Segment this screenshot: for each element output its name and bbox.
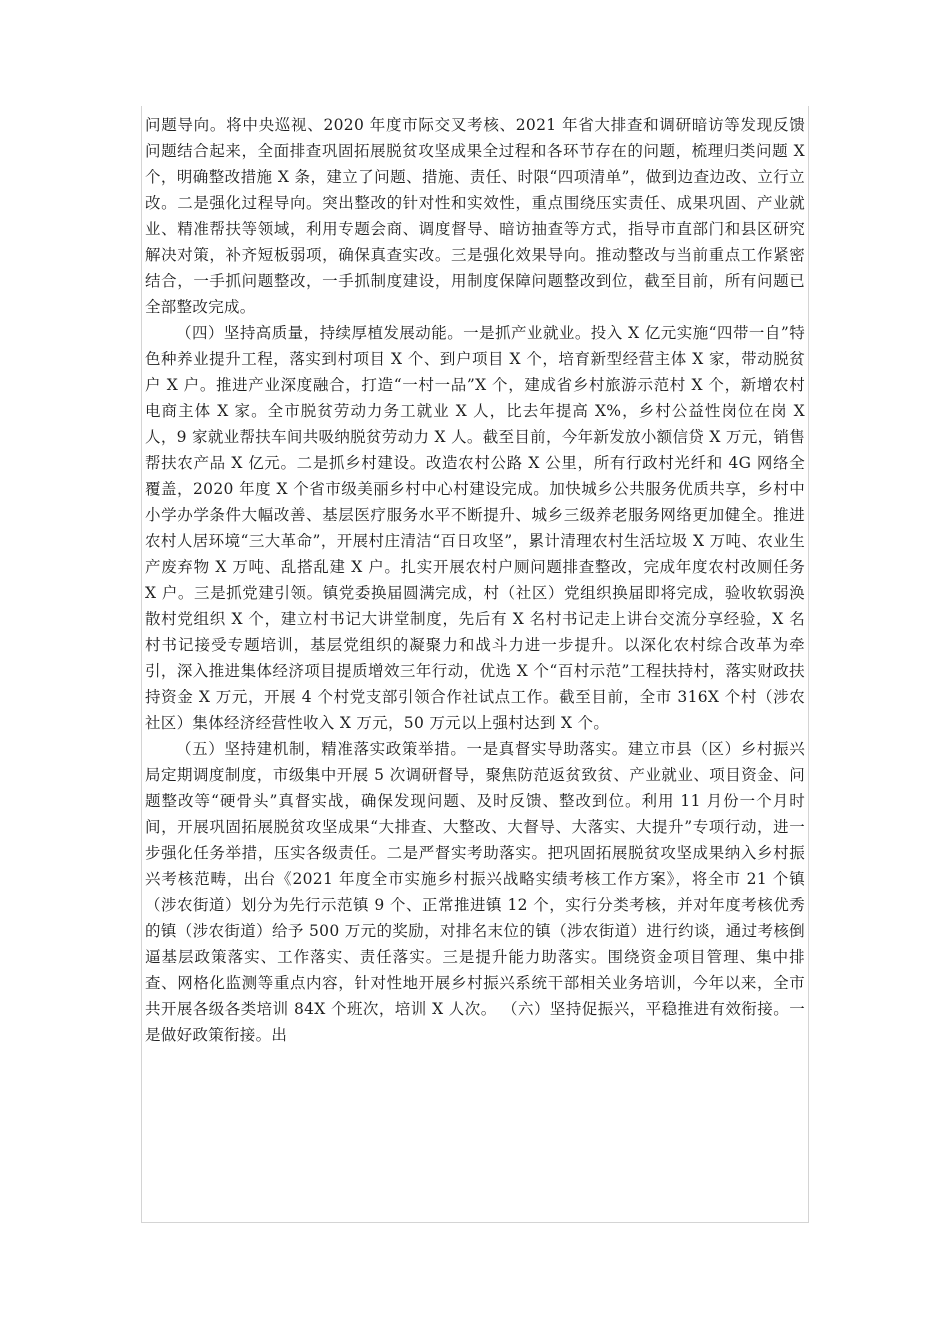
paragraph: （四）坚持高质量，持续厚植发展动能。一是抓产业就业。投入 X 亿元实施“四带一自”特色种养业提升工程，落实到村项目 X 个、到户项目 X 个，培育新型经营主体 X 家，带动脱贫户 X 户。推进产业深度融合，打造“一村一品”X 个，建成省乡村旅游示范村 X 个，新增农村电商主体 X 家。全市脱贫劳动力务工就业 X 人，比去年提高 X%，乡村公益性岗位在岗 X 人，9 家就业帮扶车间共吸纳脱贫劳动力 X 人。截至目前，今年新发放小额信贷 X 万元，销售帮扶农产品 X 亿元。二是抓乡村建设。改造农村公路 X 公里，所有行政村光纤和 4G 网络全覆盖，2020 年度 X 个省市级美丽乡村中心村建设完成。加快城乡公共服务优质共享，乡村中小学办学条件大幅改善、基层医疗服务水平不断提升、城乡三级养老服务网络更加健全。推进农村人居环境“三大革命”，开展村庄清洁“百日攻坚”，累计清理农村生活垃圾 X 万吨、农业生产废弃物 X 万吨、乱搭乱建 X 户。扎实开展农村户厕问题排查整改，完成年度农村改厕任务 X 户。三是抓党建引领。镇党委换届圆满完成，村（社区）党组织换届即将完成，验收软弱涣散村党组织 X 个，建立村书记大讲堂制度，先后有 X 名村书记走上讲台交流分享经验，X 名村书记接受专题培训，基层党组织的凝聚力和战斗力进一步提升。以深化农村综合改革为牵引，深入推进集体经济项目提质增效三年行动，优选 X 个“百村示范”工程扶持村，落实财政扶持资金 X 万元，开展 4 个村党支部引领合作社试点工作。截至目前，全市 316X 个村（涉农社区）集体经济经营性收入 X 万元，50 万元以上强村达到 X 个。	[145, 324, 805, 732]
document-page	[141, 106, 809, 1223]
document-body	[145, 112, 805, 1048]
paragraph: 问题导向。将中央巡视、2020 年度市际交叉考核、2021 年省大排查和调研暗访等发现反馈问题结合起来，全面排查巩固拓展脱贫攻坚成果全过程和各环节存在的问题，梳理归类问题 X 个，明确整改措施 X 条，建立了问题、措施、责任、时限“四项清单”，做到边查边改、立行立改。二是强化过程导向。突出整改的针对性和实效性，重点围绕压实责任、成果巩固、产业就业、精准帮扶等领域，利用专题会商、调度督导、暗访抽查等方式，指导市直部门和县区研究解决对策，补齐短板弱项，确保真查实改。三是强化效果导向。推动整改与当前重点工作紧密结合，一手抓问题整改，一手抓制度建设，用制度保障问题整改到位，截至目前，所有问题已全部整改完成。	[145, 116, 805, 316]
paragraph: （五）坚持建机制，精准落实政策举措。一是真督实导助落实。建立市县（区）乡村振兴局定期调度制度，市级集中开展 5 次调研督导，聚焦防范返贫致贫、产业就业、项目资金、问题整改等“硬骨头”真督实战，确保发现问题、及时反馈、整改到位。利用 11 月份一个月时间，开展巩固拓展脱贫攻坚成果“大排查、大整改、大督导、大落实、大提升”专项行动，进一步强化任务举措，压实各级责任。二是严督实考助落实。把巩固拓展脱贫攻坚成果纳入乡村振兴考核范畴，出台《2021 年度全市实施乡村振兴战略实绩考核工作方案》，将全市 21 个镇（涉农街道）划分为先行示范镇 9 个、正常推进镇 12 个，实行分类考核，并对年度考核优秀的镇（涉农街道）给予 500 万元的奖励，对排名末位的镇（涉农街道）进行约谈，通过考核倒逼基层政策落实、工作落实、责任落实。三是提升能力助落实。围绕资金项目管理、集中排查、网格化监测等重点内容，针对性地开展乡村振兴系统干部相关业务培训，今年以来，全市共开展各级各类培训 84X 个班次，培训 X 人次。 （六）坚持促振兴，平稳推进有效衔接。一是做好政策衔接。出	[145, 740, 805, 1044]
